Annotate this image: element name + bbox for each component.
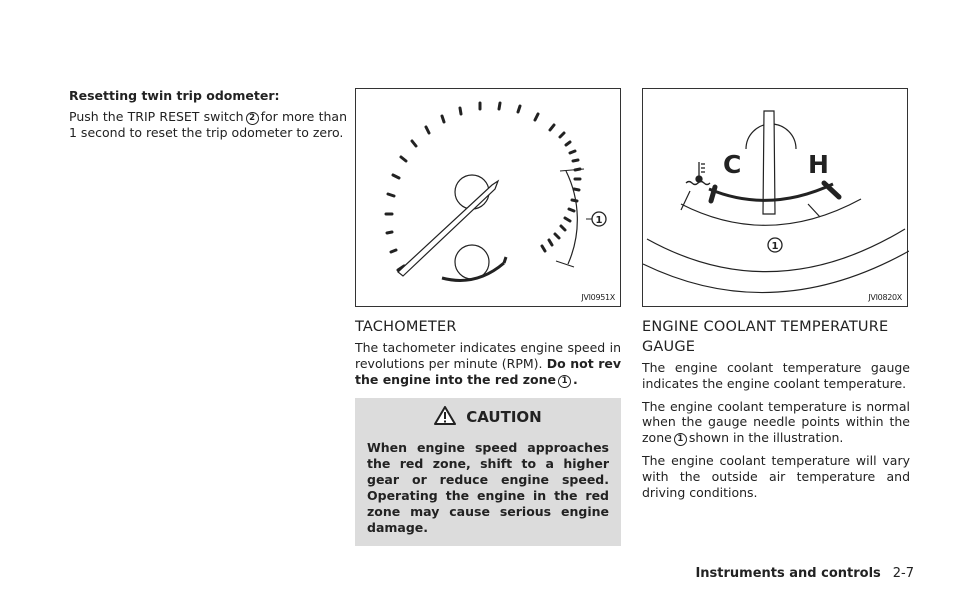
page-footer: [695, 566, 914, 581]
tachometer-heading: TACHOMETER: [355, 319, 457, 335]
warning-icon: [434, 406, 456, 425]
tacho-callout-label: 1: [595, 215, 603, 226]
coolant-text-b: shown in the illustration.: [688, 430, 844, 446]
caution-box: [355, 398, 621, 546]
coolant-paragraph-3: The engine coolant temperature will vary with the outside air temperature and driving conditions.: [642, 453, 910, 500]
middle-column: [355, 88, 621, 546]
right-column: [642, 88, 910, 508]
caution-body: When engine speed approaches the red zone, shift to a higher gear or reduce engine speed. Operating the engine in the red zone may cause serious engine damage.: [367, 439, 609, 535]
coolant-gauge-illustration: [643, 89, 909, 308]
left-column: [69, 88, 347, 148]
tachometer-period: .: [573, 371, 578, 387]
trip-reset-subheading: Resetting twin trip odometer:: [69, 88, 280, 103]
coolant-callout-label: 1: [771, 241, 779, 252]
trip-reset-paragraph: [69, 109, 347, 141]
tachometer-illustration: [356, 89, 622, 308]
coolant-heading: ENGINE COOLANT TEMPERATURE GAUGE: [642, 319, 889, 355]
cold-label: C: [723, 150, 742, 179]
footer-section-title: Instruments and controls: [695, 566, 881, 581]
coolant-figure: [642, 88, 908, 307]
tachometer-figure: [355, 88, 621, 307]
coolant-paragraph-1: The engine coolant temperature gauge indicates the engine coolant temperature.: [642, 360, 910, 391]
tachometer-figure-code: JVI0951X: [581, 293, 615, 302]
page-number: 2-7: [892, 566, 914, 581]
tachometer-text: The tachometer indicates engine speed in revolutions per minute (RPM).: [355, 340, 621, 371]
tachometer-paragraph: [355, 340, 621, 388]
coolant-paragraph-2: [642, 399, 910, 447]
callout-1-marker: 1: [558, 375, 571, 388]
trip-reset-text-b: for more than 1 second to reset the trip odometer to zero.: [69, 109, 347, 140]
callout-2-marker: 2: [246, 112, 259, 125]
trip-reset-text-a: Push the TRIP RESET switch: [69, 109, 244, 124]
tachometer-warning-text: Do not rev the engine into the red zone: [355, 355, 621, 387]
coolant-text-a: The engine coolant temperature is normal when the gauge needle points within the zone: [642, 398, 910, 446]
coolant-figure-code: JVI0820X: [868, 293, 902, 302]
caution-title-text: CAUTION: [466, 407, 542, 426]
callout-1-marker: 1: [674, 433, 687, 446]
hot-label: H: [808, 150, 829, 179]
caution-title: [367, 406, 609, 428]
